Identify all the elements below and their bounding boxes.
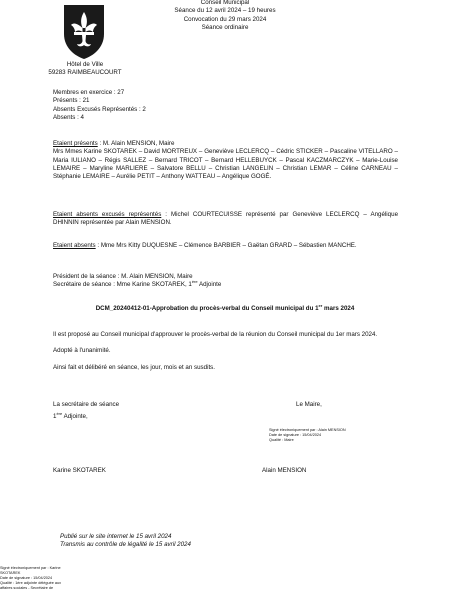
publication-website: Publié sur le site internet le 15 avril 2024 (60, 533, 172, 540)
count-present: Présents : 21 (53, 97, 90, 105)
secretary-line: Secrétaire de séance : Mme Karine SKOTAREK, 1ère Adjointe (53, 279, 222, 289)
mayor-title: Le Maire, (296, 401, 322, 408)
excused-section (53, 211, 398, 228)
secretary-role: 1ère Adjointe, (53, 411, 88, 421)
present-label: Etaient présents (53, 140, 98, 147)
member-counts (53, 89, 253, 122)
excused-label: Etaient absents excusés représentés (53, 211, 162, 218)
deliberation-closing: Ainsi fait et délibéré en séance, les jour, mois et an susdits. (53, 363, 215, 371)
publication-notice (60, 533, 280, 550)
secretary-name: Karine SKOTAREK (53, 467, 106, 474)
session-type: Séance ordinaire (201, 24, 249, 32)
present-mayor: : M. Alain MENSION, Maire (97, 140, 175, 147)
deliberation-proposal: Il est proposé au Conseil municipal d'approuver le procès-verbal de la réunion du Conseil municipal du 1er mars 2024. (53, 331, 378, 338)
secretary-signature-block (53, 401, 203, 422)
town-hall-address (40, 61, 130, 78)
excused-list: : Michel COURTECUISSE représenté par Geneviève LECLERCQ – Angélique DHINNIN représentée par Alain MENSION. (53, 211, 399, 227)
mayor-name: Alain MENSION (262, 467, 307, 474)
count-excused: Absents Excusés Représentés : 2 (53, 105, 146, 113)
absent-label: Etaient absents (53, 242, 96, 249)
deliberation-body (53, 331, 398, 372)
council-title: Conseil Municipal (200, 0, 250, 6)
convocation-date: Convocation du 29 mars 2024 (183, 15, 267, 23)
deliberation-title: DCM_20240412-01-Approbation du procès-verbal du Conseil municipal du 1er mars 2024 (95, 302, 355, 312)
absent-list: : Mme Mrs Kitty DUQUESNE – Clémence BARBIER – Gaëtan GRARD – Sébastien MANCHE. (95, 242, 357, 249)
mayor-electronic-stamp: Signé électroniquement par : Alain MENSION Date de signature : 15/04/2024 Qualité : Maire (269, 428, 346, 442)
town-hall-postal: 59283 RAIMBEAUCOURT (48, 69, 122, 77)
officers-section (53, 273, 398, 290)
present-section (53, 140, 398, 182)
count-absent: Absents : 4 (53, 114, 84, 122)
count-in-office: Membres en exercice : 27 (53, 89, 125, 96)
coat-of-arms-logo (63, 4, 105, 60)
present-list: Mrs Mmes Karine SKOTAREK – David MORTREUX – Geneviève LECLERCQ – Cédric STICKER – Pascaline VITELLARO – Maria IULIANO – Régis SALLEZ – Bernard TRICOT – Bernard HELLEBUYCK – Pascal KACZMARCZYK – Marie-Louise LEMAIRE – Maryline MARLIERE – Salvatore BELLU – Christian LANGELIN – Christian LEMAR – Céline CARNEAU – Stéphanie LEMAIRE – Aurélie PETIT – Anthony WATTEAU – Angélique GOGÉ. (53, 148, 398, 181)
document-header (150, 0, 300, 32)
town-hall-name: Hôtel de Ville (66, 61, 104, 68)
deliberation-vote: Adopté à l'unanimité. (53, 347, 111, 355)
session-date: Séance du 12 avril 2024 – 19 heures (174, 7, 276, 15)
publication-legality: Transmis au contrôle de légalité le 15 avril 2024 (60, 541, 191, 549)
president-line: Président de la séance : M. Alain MENSION, Maire (53, 273, 193, 280)
secretary-title: La secrétaire de séance (53, 401, 120, 408)
secretary-electronic-stamp: Signé électroniquement par : Karine SKOTAREK Date de signature : 15/04/2024 Qualité : 1ère adjointe déléguée aux affaires sociales - Secrétaire de (0, 566, 62, 590)
absent-section (53, 242, 398, 250)
